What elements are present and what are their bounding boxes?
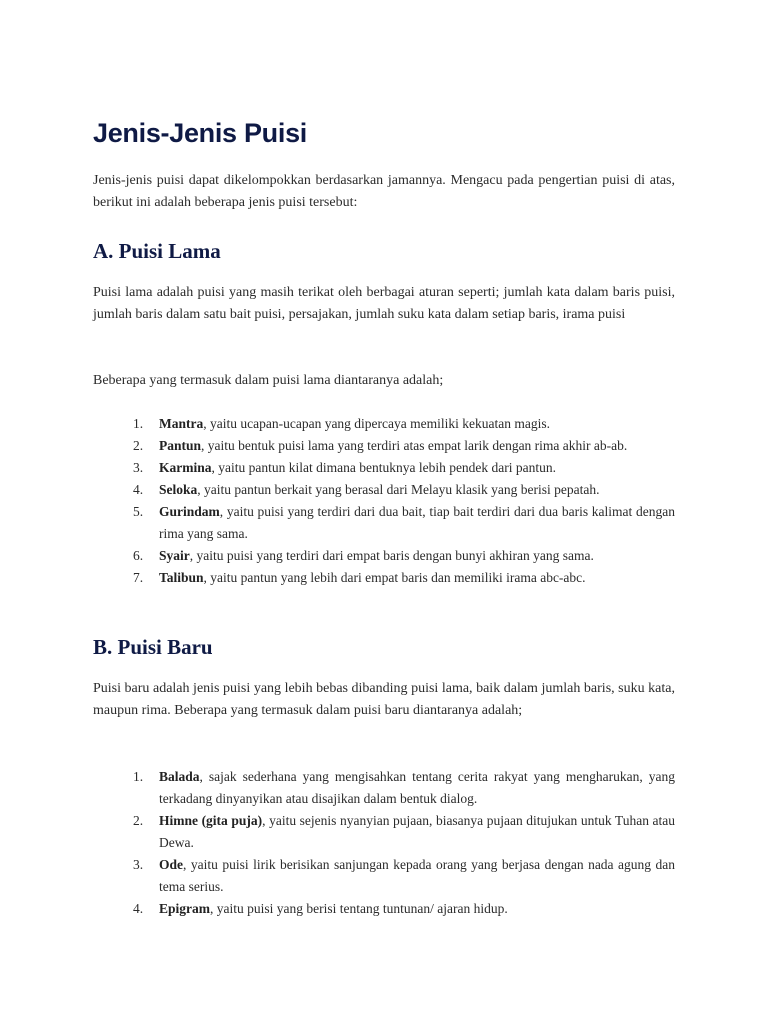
list-item [133,854,675,898]
list-item [133,413,675,435]
section-heading-puisi-lama: A. Puisi Lama [93,239,221,263]
list-item [133,545,675,567]
list-desc: , yaitu ucapan-ucapan yang dipercaya memiliki kekuatan magis. [203,416,550,431]
puisi-lama-list [133,413,675,589]
list-number: 5. [133,504,144,519]
list-term: Himne (gita puja) [159,813,263,828]
list-item [133,898,675,920]
list-item [133,501,675,545]
list-desc: , yaitu pantun kilat dimana bentuknya lebih pendek dari pantun. [211,460,557,475]
list-term: Talibun [159,570,204,585]
list-term: Seloka [159,482,198,497]
section-heading-puisi-baru: B. Puisi Baru [93,635,213,659]
list-term: Epigram [159,901,211,916]
list-desc: , yaitu sejenis nyanyian pujaan, biasanya pujaan ditujukan untuk Tuhan atau Dewa. [159,813,676,850]
list-desc: , yaitu puisi yang terdiri dari empat baris dengan bunyi akhiran yang sama. [189,548,594,563]
list-number: 1. [133,416,144,431]
list-number: 2. [133,813,144,828]
puisi-lama-lead: Beberapa yang termasuk dalam puisi lama diantaranya adalah; [93,373,444,388]
puisi-baru-list [133,766,675,920]
list-number: 1. [133,769,144,784]
list-desc: , yaitu puisi yang terdiri dari dua bait, tiap bait terdiri dari dua baris kalimat dengan rima yang sama. [159,504,675,541]
list-number: 4. [133,482,144,497]
list-number: 3. [133,857,144,872]
page-title: Jenis-Jenis Puisi [93,118,307,148]
puisi-lama-paragraph: Puisi lama adalah puisi yang masih terikat oleh berbagai aturan seperti; jumlah kata dalam baris puisi, jumlah baris dalam satu bait puisi, persajakan, jumlah suku kata dalam setiap baris, irama puisi [93,285,675,322]
list-desc: , yaitu bentuk puisi lama yang terdiri atas empat larik dengan rima akhir ab-ab. [201,438,628,453]
list-number: 3. [133,460,144,475]
list-desc: , yaitu puisi yang berisi tentang tuntunan/ ajaran hidup. [210,901,508,916]
list-term: Gurindam [159,504,220,519]
list-term: Syair [159,548,190,563]
puisi-baru-paragraph: Puisi baru adalah jenis puisi yang lebih bebas dibanding puisi lama, baik dalam jumlah baris, suku kata, maupun rima. Beberapa yang termasuk dalam puisi baru diantaranya adalah; [93,681,675,718]
list-term: Ode [159,857,184,872]
list-item [133,810,675,854]
intro-paragraph: Jenis-jenis puisi dapat dikelompokkan berdasarkan jamannya. Mengacu pada pengertian puisi di atas, berikut ini adalah beberapa jenis puisi tersebut: [93,173,675,210]
list-term: Mantra [159,416,204,431]
list-number: 7. [133,570,144,585]
list-desc: , yaitu pantun berkait yang berasal dari Melayu klasik yang berisi pepatah. [197,482,600,497]
list-item [133,567,675,589]
list-term: Pantun [159,438,202,453]
list-item [133,457,675,479]
list-number: 4. [133,901,144,916]
list-term: Balada [159,769,200,784]
list-number: 2. [133,438,144,453]
list-number: 6. [133,548,144,563]
list-desc: , yaitu puisi lirik berisikan sanjungan kepada orang yang berjasa dengan nada agung dan tema serius. [159,857,675,894]
list-item [133,479,675,501]
list-desc: , yaitu pantun yang lebih dari empat baris dan memiliki irama abc-abc. [203,570,586,585]
list-item [133,435,675,457]
list-item [133,766,675,810]
list-desc: , sajak sederhana yang mengisahkan tentang cerita rakyat yang mengharukan, yang terkadang dinyanyikan atau disajikan dalam bentuk dialog. [159,769,675,806]
list-term: Karmina [159,460,212,475]
